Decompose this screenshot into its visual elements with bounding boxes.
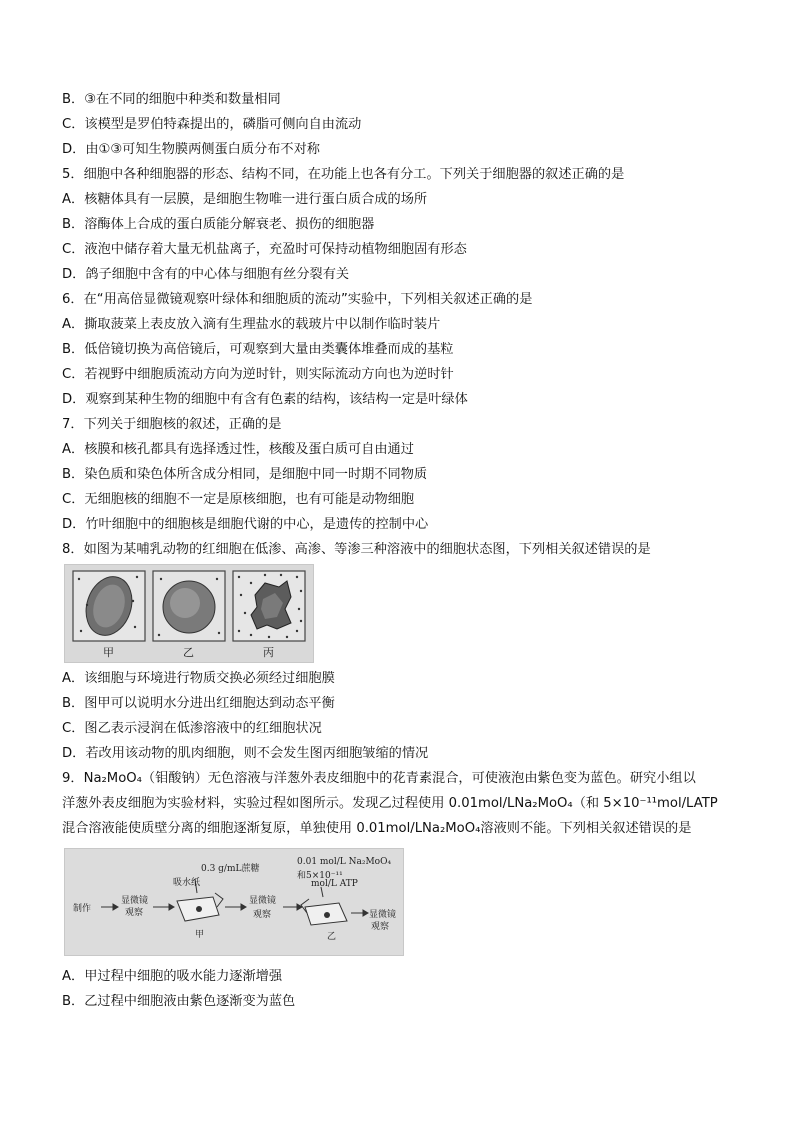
label-reagent: 0.01 mol/L Na₂MoO₄ xyxy=(297,857,392,867)
label-reagent: mol/L ATP xyxy=(311,879,358,889)
label-observe: 显微镜 xyxy=(369,910,397,920)
label-step-yi: 乙 xyxy=(327,932,337,942)
label-observe: 观察 xyxy=(125,908,144,918)
label-observe: 显微镜 xyxy=(249,896,277,906)
label-sucrose: 0.3 g/mL蔗糖 xyxy=(201,864,260,874)
label-blotting-paper: 吸水纸 xyxy=(173,878,201,888)
option-line: B．溶酶体上合成的蛋白质能分解衰老、损伤的细胞器 xyxy=(62,217,375,232)
option-line: D．由①③可知生物膜两侧蛋白质分布不对称 xyxy=(62,142,320,157)
label-observe: 观察 xyxy=(371,922,390,932)
option-line: B．染色质和染色体所含成分相同，是细胞中同一时期不同物质 xyxy=(62,467,428,482)
label-observe: 显微镜 xyxy=(121,896,149,906)
option-line: C．无细胞核的细胞不一定是原核细胞，也有可能是动物细胞 xyxy=(62,492,415,507)
label-make: 制作 xyxy=(73,904,92,914)
option-line: D．若改用该动物的肌肉细胞，则不会发生图丙细胞皱缩的情况 xyxy=(62,746,429,761)
option-line: B．图甲可以说明水分进出红细胞达到动态平衡 xyxy=(62,696,335,711)
question-stem: 9．Na₂MoO₄（钼酸钠）无色溶液与洋葱外表皮细胞中的花青素混合，可使液泡由紫色变为蓝色。研究小组以 xyxy=(62,771,696,786)
option-line: A．该细胞与环境进行物质交换必须经过细胞膜 xyxy=(62,671,335,686)
question-stem: 6．在“用高倍显微镜观察叶绿体和细胞质的流动”实验中，下列相关叙述正确的是 xyxy=(62,292,533,307)
label-observe: 观察 xyxy=(253,910,272,920)
question-stem: 5．细胞中各种细胞器的形态、结构不同，在功能上也各有分工。下列关于细胞器的叙述正确的是 xyxy=(62,167,625,182)
option-line: B．乙过程中细胞液由紫色逐渐变为蓝色 xyxy=(62,994,296,1009)
slide-yi xyxy=(301,899,347,925)
option-line: B．③在不同的细胞中种类和数量相同 xyxy=(62,92,281,107)
label-bing: 丙 xyxy=(263,646,274,659)
option-line: C．该模型是罗伯特森提出的，磷脂可侧向自由流动 xyxy=(62,117,362,132)
label-yi: 乙 xyxy=(183,646,194,659)
option-line: A．撕取菠菜上表皮放入滴有生理盐水的载玻片中以制作临时装片 xyxy=(62,317,441,332)
option-line: B．低倍镜切换为高倍镜后，可观察到大量由类囊体堆叠而成的基粒 xyxy=(62,342,454,357)
experiment-flow-figure xyxy=(64,848,404,956)
question-stem: 8．如图为某哺乳动物的红细胞在低渗、高渗、等渗三种溶液中的细胞状态图，下列相关叙述错误的是 xyxy=(62,542,651,557)
option-line: D．竹叶细胞中的细胞核是细胞代谢的中心，是遗传的控制中心 xyxy=(62,517,429,532)
slide-jia xyxy=(177,893,223,921)
option-line: A．甲过程中细胞的吸水能力逐渐增强 xyxy=(62,969,283,984)
option-line: A．核糖体具有一层膜，是细胞生物唯一进行蛋白质合成的场所 xyxy=(62,192,428,207)
label-reagent: 和5×10⁻¹¹ xyxy=(297,871,343,881)
label-step-jia: 甲 xyxy=(195,930,205,940)
option-line: D．观察到某种生物的细胞中有含有色素的结构，该结构一定是叶绿体 xyxy=(62,392,468,407)
option-line: A．核膜和核孔都具有选择透过性，核酸及蛋白质可自由通过 xyxy=(62,442,414,457)
option-line: D．鸽子细胞中含有的中心体与细胞有丝分裂有关 xyxy=(62,267,350,282)
option-line: C．若视野中细胞质流动方向为逆时针，则实际流动方向也为逆时针 xyxy=(62,367,454,382)
cell-swollen xyxy=(163,581,215,633)
question-stem: 洋葱外表皮细胞为实验材料，实验过程如图所示。发现乙过程使用 0.01mol/LNa₂MoO₄（和 5×10⁻¹¹mol/LATP xyxy=(62,796,718,811)
option-line: C．图乙表示浸润在低渗溶液中的红细胞状况 xyxy=(62,721,322,736)
option-line: C．液泡中储存着大量无机盐离子，充盈时可保持动植物细胞固有形态 xyxy=(62,242,467,257)
red-blood-cell-figure xyxy=(64,564,314,663)
label-jia: 甲 xyxy=(103,646,114,659)
question-stem: 混合溶液能使质壁分离的细胞逐渐复原，单独使用 0.01mol/LNa₂MoO₄溶液则不能。下列相关叙述错误的是 xyxy=(62,821,692,836)
question-stem: 7．下列关于细胞核的叙述，正确的是 xyxy=(62,417,282,432)
